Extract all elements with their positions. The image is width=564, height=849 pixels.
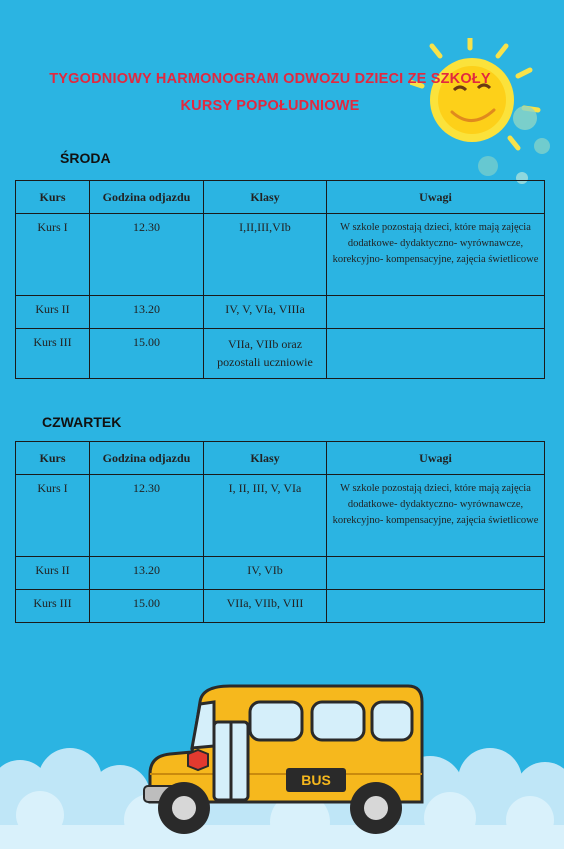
cell-kurs: Kurs II [16, 557, 90, 590]
cell-kurs: Kurs I [16, 475, 90, 557]
cell-kurs: Kurs III [16, 329, 90, 379]
cell-klasy: I, II, III, V, VIa [204, 475, 327, 557]
table-header-row [16, 181, 545, 214]
table-header-row [16, 442, 545, 475]
cell-uwagi [327, 557, 545, 590]
cell-godzina: 12.30 [90, 475, 204, 557]
table-row [16, 590, 545, 623]
page-subtitle: KURSY POPOŁUDNIOWE [180, 98, 360, 114]
column-header-uwagi: Uwagi [327, 442, 545, 475]
cell-godzina: 13.20 [90, 296, 204, 329]
column-header-kurs: Kurs [16, 442, 90, 475]
schedule-table-sroda [15, 180, 545, 379]
table-row [16, 296, 545, 329]
cell-uwagi: W szkole pozostają dzieci, które mają zajęcia dodatkowe- dydaktyczno- wyrównawcze, korekcyjno- kompensacyjne, zajęcia świetlicowe [327, 475, 545, 557]
column-header-klasy: Klasy [204, 181, 327, 214]
cell-uwagi: W szkole pozostają dzieci, które mają zajęcia dodatkowe- dydaktyczno- wyrównawcze, korekcyjno- kompensacyjne, zajęcia świetlicowe [327, 214, 545, 296]
cell-uwagi [327, 590, 545, 623]
cell-uwagi [327, 329, 545, 379]
cell-klasy: VIIa, VIIb oraz pozostali uczniowie [204, 329, 327, 379]
bus-label: BUS [301, 772, 331, 788]
day-heading-czwartek: CZWARTEK [42, 414, 122, 430]
table-row [16, 557, 545, 590]
cell-godzina: 15.00 [90, 590, 204, 623]
cell-klasy: I,II,III,VIb [204, 214, 327, 296]
cell-kurs: Kurs I [16, 214, 90, 296]
cell-kurs: Kurs II [16, 296, 90, 329]
table-row [16, 475, 545, 557]
cell-uwagi [327, 296, 545, 329]
cell-klasy: VIIa, VIIb, VIII [204, 590, 327, 623]
column-header-kurs: Kurs [16, 181, 90, 214]
column-header-godzina: Godzina odjazdu [90, 181, 204, 214]
day-heading-sroda: ŚRODA [60, 150, 111, 166]
school-bus-illustration [140, 682, 430, 842]
cell-klasy: IV, V, VIa, VIIIa [204, 296, 327, 329]
column-header-godzina: Godzina odjazdu [90, 442, 204, 475]
cell-godzina: 12.30 [90, 214, 204, 296]
table-row [16, 214, 545, 296]
cell-godzina: 13.20 [90, 557, 204, 590]
column-header-uwagi: Uwagi [327, 181, 545, 214]
schedule-table-czwartek [15, 441, 545, 623]
cell-klasy: IV, VIb [204, 557, 327, 590]
cell-kurs: Kurs III [16, 590, 90, 623]
page-title: TYGODNIOWY HARMONOGRAM ODWOZU DZIECI ZE SZKOŁY [49, 71, 491, 87]
table-row [16, 329, 545, 379]
cell-godzina: 15.00 [90, 329, 204, 379]
column-header-klasy: Klasy [204, 442, 327, 475]
